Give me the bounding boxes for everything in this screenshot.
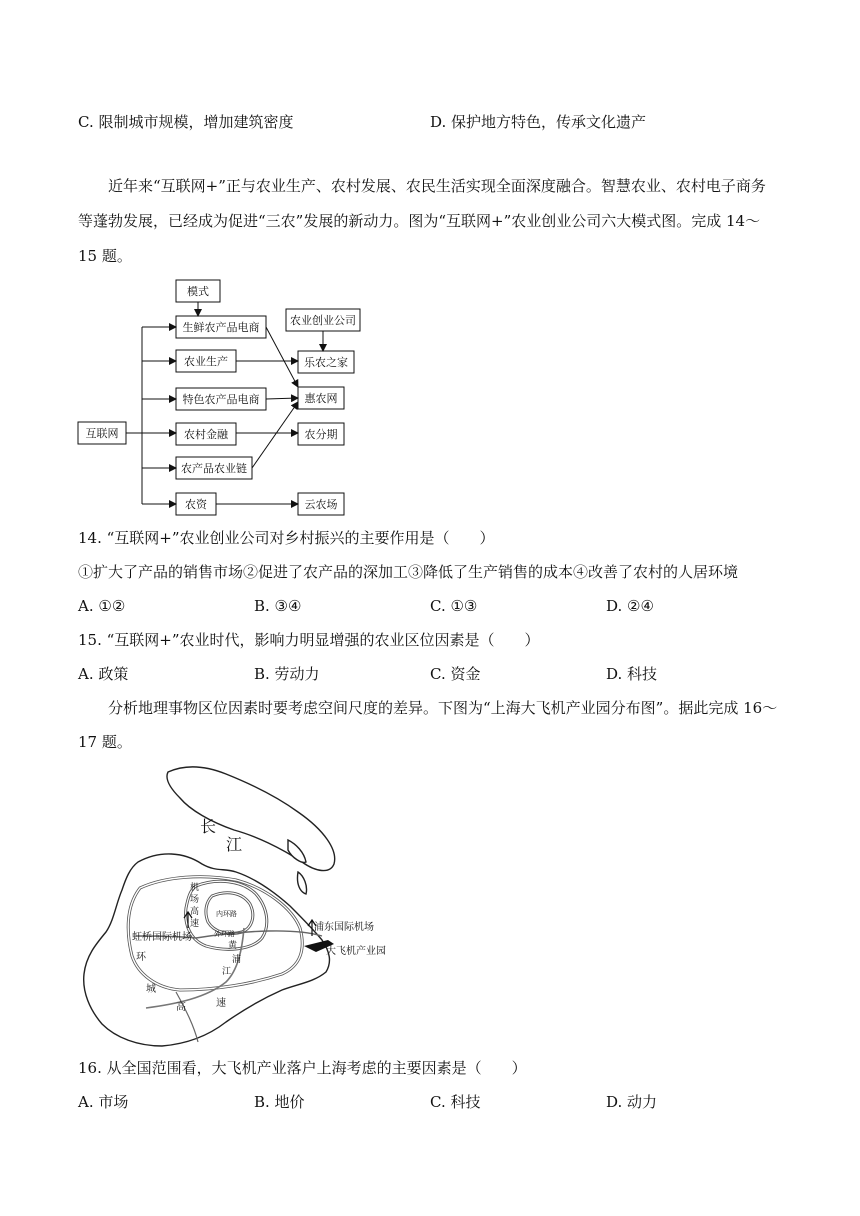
aircraft-park-label: 大飞机产业园 — [326, 946, 386, 957]
chongming-island — [167, 767, 335, 871]
q14-option-a[interactable]: A. ①② — [78, 597, 126, 615]
shanghai-aircraft-park-map — [76, 760, 416, 1050]
q15-option-b[interactable]: B. 劳动力 — [254, 665, 320, 683]
ring-char-2: 城 — [146, 984, 156, 995]
mode-2: 农业生产 — [184, 355, 228, 368]
intro-14-15-line3: 15 题。 — [78, 247, 132, 265]
huangpu-char-1: 黄 — [228, 941, 238, 951]
ring-char-1: 环 — [136, 952, 146, 963]
airport-expressway-char-4: 速 — [190, 919, 200, 929]
mode-5: 农产品农业链 — [181, 462, 247, 475]
q14-option-c[interactable]: C. ①③ — [430, 597, 478, 615]
internet-agriculture-diagram — [70, 272, 370, 522]
q14-statement: ①扩大了产品的销售市场②促进了农产品的深加工③降低了生产销售的成本④改善了农村的人居环境 — [78, 563, 739, 581]
river-char-2: 江 — [226, 835, 243, 854]
intro-14-15-line1: 近年来“互联网+”正与农业生产、农村发展、农民生活实现全面深度融合。智慧农业、农村电子商务 — [108, 177, 766, 195]
q15-option-a[interactable]: A. 政策 — [78, 665, 129, 683]
airport-expressway-char-2: 场 — [190, 895, 200, 905]
q15-option-d[interactable]: D. 科技 — [606, 665, 658, 683]
q14-option-b[interactable]: B. ③④ — [254, 597, 302, 615]
mode-3: 特色农产品电商 — [182, 393, 260, 406]
inner-road-label-2: 外环路 — [214, 930, 235, 938]
intro-16-17-line2: 17 题。 — [78, 733, 132, 751]
modes-header: 模式 — [187, 285, 209, 298]
source-internet: 互联网 — [85, 427, 119, 440]
company-4: 云农场 — [304, 498, 338, 511]
option-d-prev: D. 保护地方特色，传承文化遗产 — [430, 113, 647, 131]
hongqiao-airport-label: 虹桥国际机场 — [132, 932, 192, 943]
pudong-airport-label: 浦东国际机场 — [314, 922, 374, 933]
option-c-prev: C. 限制城市规模，增加建筑密度 — [78, 113, 294, 131]
q16-option-c[interactable]: C. 科技 — [430, 1093, 481, 1111]
q16-option-b[interactable]: B. 地价 — [254, 1093, 305, 1111]
mode-6: 农资 — [185, 498, 207, 511]
ring-char-4: 速 — [216, 998, 226, 1009]
q14-option-d[interactable]: D. ②④ — [606, 597, 654, 615]
huangpu-char-2: 浦 — [232, 955, 242, 965]
ring-char-3: 高 — [176, 1002, 186, 1013]
river-char-1: 长 — [200, 817, 217, 836]
q15-stem: 15. “互联网+”农业时代，影响力明显增强的农业区位因素是（ ） — [78, 631, 540, 649]
company-header: 农业创业公司 — [290, 314, 356, 327]
mode-1: 生鲜农产品电商 — [182, 321, 260, 334]
company-1: 乐农之家 — [304, 356, 348, 369]
huangpu-char-3: 江 — [222, 967, 232, 977]
intro-16-17-line1: 分析地理事物区位因素时要考虑空间尺度的差异。下图为“上海大飞机产业园分布图”。据此完成 16～ — [108, 699, 778, 717]
company-2: 惠农网 — [304, 392, 338, 405]
q16-option-a[interactable]: A. 市场 — [78, 1093, 129, 1111]
inner-road-label-1: 内环路 — [216, 910, 237, 918]
q16-stem: 16. 从全国范围看，大飞机产业落户上海考虑的主要因素是（ ） — [78, 1059, 527, 1077]
mode-4: 农村金融 — [184, 428, 228, 441]
airport-expressway-char-1: 机 — [190, 883, 200, 893]
company-3: 农分期 — [304, 428, 338, 441]
q14-stem: 14. “互联网+”农业创业公司对乡村振兴的主要作用是（ ） — [78, 529, 495, 547]
airport-expressway-char-3: 高 — [190, 907, 200, 917]
q16-option-d[interactable]: D. 动力 — [606, 1093, 658, 1111]
intro-14-15-line2: 等蓬勃发展，已经成为促进“三农”发展的新动力。图为“互联网+”农业创业公司六大模式图。完成 14～ — [78, 212, 761, 230]
q15-option-c[interactable]: C. 资金 — [430, 665, 481, 683]
